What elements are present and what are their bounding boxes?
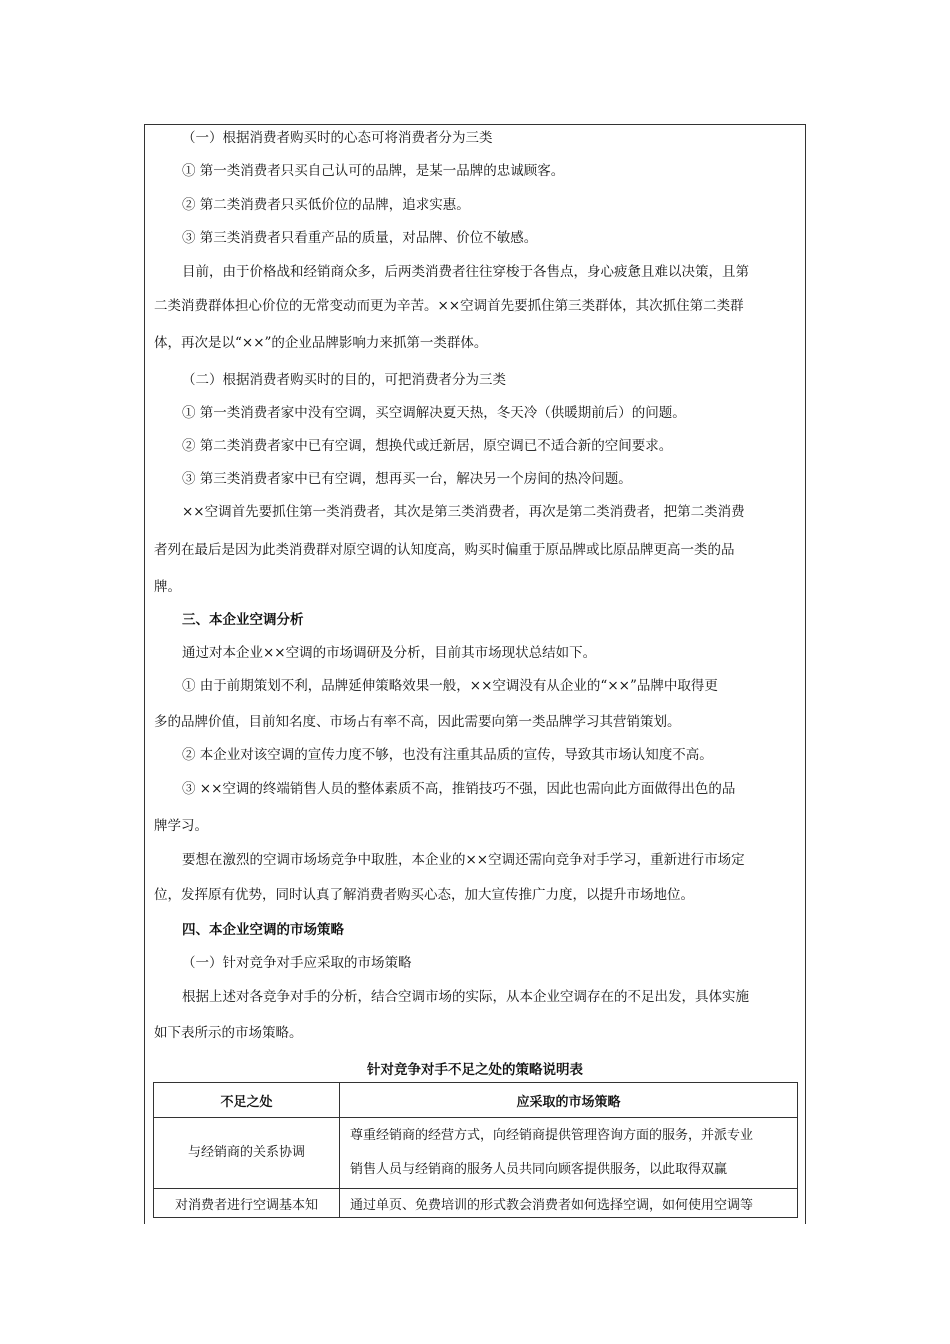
- section3-item1-line-2: 多的品牌价值，目前知名度、市场占有率不高，因此需要向第一类品牌学习其营销策划。: [154, 714, 681, 730]
- section4-sub1-title: （一）针对竞争对手应采取的市场策略: [182, 955, 412, 971]
- sub2-item-1: ① 第一类消费者家中没有空调，买空调解决夏天热，冬天冷（供暖期前后）的问题。: [182, 405, 686, 421]
- sub1-para-line-3: 体，再次是以“××”的企业品牌影响力来抓第一类群体。: [154, 335, 488, 351]
- strategy-cell: [340, 1118, 798, 1189]
- strategy-line: 尊重经销商的经营方式，向经销商提供管理咨询方面的服务，并派专业: [350, 1128, 754, 1143]
- strategy-line: 销售人员与经销商的服务人员共同向顾客提供服务，以此取得双赢: [350, 1162, 728, 1177]
- sub1-title: （一）根据消费者购买时的心态可将消费者分为三类: [182, 130, 493, 146]
- strategy-table: [153, 1082, 798, 1218]
- table-header-row: [154, 1083, 798, 1118]
- table-row: [154, 1189, 798, 1218]
- section3-intro: 通过对本企业××空调的市场调研及分析，目前其市场现状总结如下。: [182, 645, 597, 661]
- section3-heading: 三、本企业空调分析: [182, 612, 304, 628]
- section3-item3-line-1: ③ ××空调的终端销售人员的整体素质不高，推销技巧不强，因此也需向此方面做得出色的品: [182, 781, 736, 797]
- sub1-item-2: ② 第二类消费者只买低价位的品牌，追求实惠。: [182, 197, 470, 213]
- sub1-item-3: ③ 第三类消费者只看重产品的质量，对品牌、价位不敏感。: [182, 230, 538, 246]
- sub2-item-2: ② 第二类消费者家中已有空调，想换代或迁新居，原空调已不适合新的空间要求。: [182, 438, 673, 454]
- sub2-para-line-3: 牌。: [154, 579, 181, 595]
- section3-para-line-2: 位，发挥原有优势，同时认真了解消费者购买心态，加大宣传推广力度，以提升市场地位。: [154, 887, 694, 903]
- section4-para-line-1: 根据上述对各竞争对手的分析，结合空调市场的实际，从本企业空调存在的不足出发，具体实施: [182, 989, 749, 1005]
- strategy-cell: 通过单页、免费培训的形式教会消费者如何选择空调，如何使用空调等: [340, 1189, 798, 1218]
- sub2-item-3: ③ 第三类消费者家中已有空调，想再买一台，解决另一个房间的热冷问题。: [182, 471, 632, 487]
- section4-para-line-2: 如下表所示的市场策略。: [154, 1025, 303, 1041]
- issue-cell: 与经销商的关系协调: [154, 1118, 340, 1189]
- issue-cell: 对消费者进行空调基本知: [154, 1189, 340, 1218]
- header-issue: 不足之处: [154, 1083, 340, 1118]
- section4-heading: 四、本企业空调的市场策略: [182, 922, 344, 938]
- sub1-para-line-2: 二类消费群体担心价位的无常变动而更为辛苦。××空调首先要抓住第三类群体，其次抓住第二类群: [154, 298, 744, 314]
- section3-item2: ② 本企业对该空调的宣传力度不够，也没有注重其品质的宣传，导致其市场认知度不高。: [182, 747, 713, 763]
- table-caption: 针对竞争对手不足之处的策略说明表: [367, 1062, 583, 1078]
- sub1-item-1: ① 第一类消费者只买自己认可的品牌，是某一品牌的忠诚顾客。: [182, 163, 565, 179]
- sub2-para-line-1: ××空调首先要抓住第一类消费者，其次是第三类消费者，再次是第二类消费者，把第二类消费: [182, 504, 745, 520]
- sub1-para-line-1: 目前，由于价格战和经销商众多，后两类消费者往往穿梭于各售点，身心疲惫且难以决策，且第: [182, 264, 749, 280]
- sub2-title: （二）根据消费者购买时的目的，可把消费者分为三类: [182, 372, 506, 388]
- sub2-para-line-2: 者列在最后是因为此类消费群对原空调的认知度高，购买时偏重于原品牌或比原品牌更高一类的品: [154, 542, 735, 558]
- table-row: [154, 1118, 798, 1189]
- section3-item1-line-1: ① 由于前期策划不利，品牌延伸策略效果一般，××空调没有从企业的“××”品牌中取得更: [182, 678, 718, 694]
- section3-item3-line-2: 牌学习。: [154, 818, 208, 834]
- section3-para-line-1: 要想在激烈的空调市场场竞争中取胜，本企业的××空调还需向竞争对手学习，重新进行市场定: [182, 852, 745, 868]
- header-strategy: 应采取的市场策略: [340, 1083, 798, 1118]
